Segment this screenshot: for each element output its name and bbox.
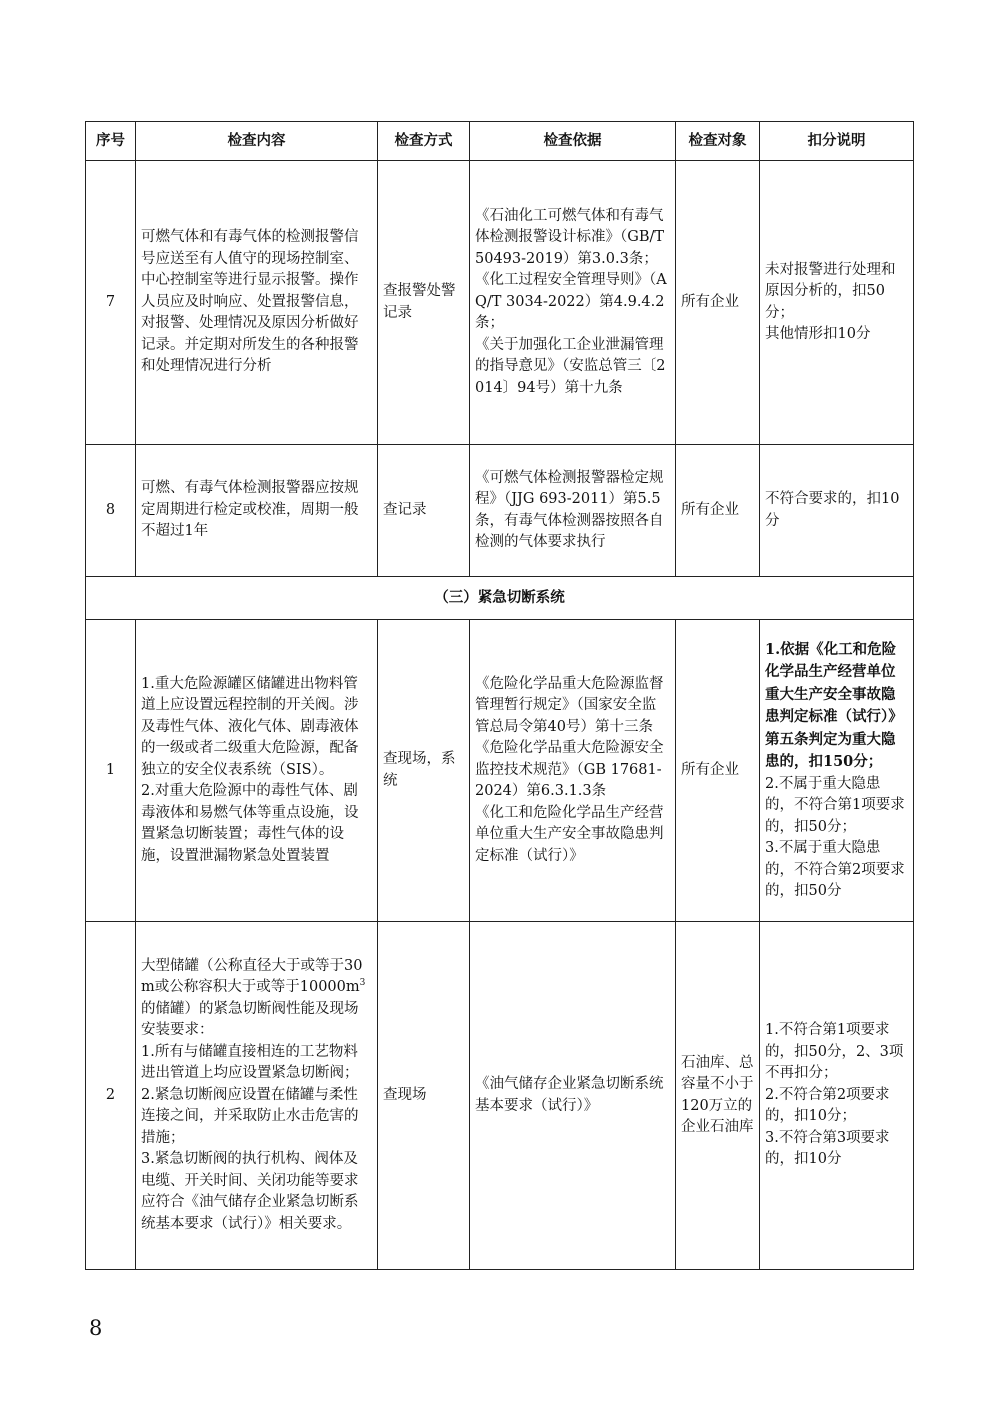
section-title: （三）紧急切断系统 [86, 577, 914, 620]
inspection-table [85, 121, 914, 1270]
row-basis: 《可燃气体检测报警器检定规程》（JJG 693-2011）第5.5条，有毒气体检测器按照各自检测的气体要求执行 [470, 445, 676, 577]
page-number: 8 [89, 1316, 103, 1340]
row-deduct [760, 620, 914, 922]
row-target: 石油库、总容量不小于120万立的企业石油库 [676, 922, 760, 1270]
row-basis: 《危险化学品重大危险源监督管理暂行规定》（国家安全监管总局令第40号）第十三条 《危险化学品重大危险源安全监控技术规范》（GB 17681-2024）第6.3.1.3条 《化工和危险化学品生产经营单位重大生产安全事故隐患判定标准（试行）》 [470, 620, 676, 922]
table-row [86, 161, 914, 445]
row-basis: 《油气储存企业紧急切断系统基本要求（试行）》 [470, 922, 676, 1270]
superscript-3: 3 [359, 978, 366, 989]
row-content: 可燃气体和有毒气体的检测报警信号应送至有人值守的现场控制室、中心控制室等进行显示报警。操作人员应及时响应、处置报警信息，对报警、处理情况及原因分析做好记录。并定期对所发生的各种报警和处理情况进行分析 [136, 161, 378, 445]
row-no: 7 [86, 161, 136, 445]
header-target: 检查对象 [676, 122, 760, 161]
header-basis: 检查依据 [470, 122, 676, 161]
row-target: 所有企业 [676, 620, 760, 922]
table-row [86, 445, 914, 577]
row-deduct: 不符合要求的，扣10分 [760, 445, 914, 577]
table-row [86, 922, 914, 1270]
row-content: 1.重大危险源罐区储罐进出物料管道上应设置远程控制的开关阀。涉及毒性气体、液化气体、剧毒液体的一级或者二级重大危险源，配备独立的安全仪表系统（SIS）。 2.对重大危险源中的毒性气体、剧毒液体和易燃气体等重点设施，设置紧急切断装置；毒性气体的设施，设置泄漏物紧急处置装置 [136, 620, 378, 922]
content-part-a: 大型储罐（公称直径大于或等于30m或公称容积大于或等于10000m [141, 957, 363, 996]
row-no: 8 [86, 445, 136, 577]
deduct-other: 2.不属于重大隐患的，不符合第1项要求的，扣50分； 3.不属于重大隐患的，不符合第2项要求的，扣50分 [765, 775, 905, 899]
table-row [86, 620, 914, 922]
row-no: 2 [86, 922, 136, 1270]
row-content: 可燃、有毒气体检测报警器应按规定周期进行检定或校准，周期一般不超过1年 [136, 445, 378, 577]
header-row [86, 122, 914, 161]
row-target: 所有企业 [676, 161, 760, 445]
header-deduct: 扣分说明 [760, 122, 914, 161]
content-part-b: 的储罐）的紧急切断阀性能及现场安装要求： 1.所有与储罐直接相连的工艺物料进出管道上均应设置紧急切断阀； 2.紧急切断阀应设置在储罐与柔性连接之间，并采取防止水击危害的措施； 3.紧急切断阀的执行机构、阀体及电缆、开关时间、关闭功能等要求应符合《油气储存企业紧急切断系统基本要求（试行）》相关要求。 [141, 1000, 359, 1232]
row-deduct: 未对报警进行处理和原因分析的，扣50分； 其他情形扣10分 [760, 161, 914, 445]
row-method: 查记录 [378, 445, 470, 577]
deduct-major-hazard: 1.依据《化工和危险化学品生产经营单位重大生产安全事故隐患判定标准（试行）》第五条判定为重大隐患的，扣150分； [765, 640, 903, 770]
header-content: 检查内容 [136, 122, 378, 161]
row-method: 查现场 [378, 922, 470, 1270]
row-method: 查报警处警记录 [378, 161, 470, 445]
row-no: 1 [86, 620, 136, 922]
row-content [136, 922, 378, 1270]
header-method: 检查方式 [378, 122, 470, 161]
header-no: 序号 [86, 122, 136, 161]
row-method: 查现场，系统 [378, 620, 470, 922]
row-target: 所有企业 [676, 445, 760, 577]
row-basis: 《石油化工可燃气体和有毒气体检测报警设计标准》（GB/T 50493-2019）第3.0.3条； 《化工过程安全管理导则》（AQ/T 3034-2022）第4.9.4.2条； 《关于加强化工企业泄漏管理的指导意见》（安监总管三〔2014〕94号）第十九条 [470, 161, 676, 445]
section-row [86, 577, 914, 620]
row-deduct: 1.不符合第1项要求的，扣50分，2、3项不再扣分； 2.不符合第2项要求的，扣10分； 3.不符合第3项要求的，扣10分 [760, 922, 914, 1270]
